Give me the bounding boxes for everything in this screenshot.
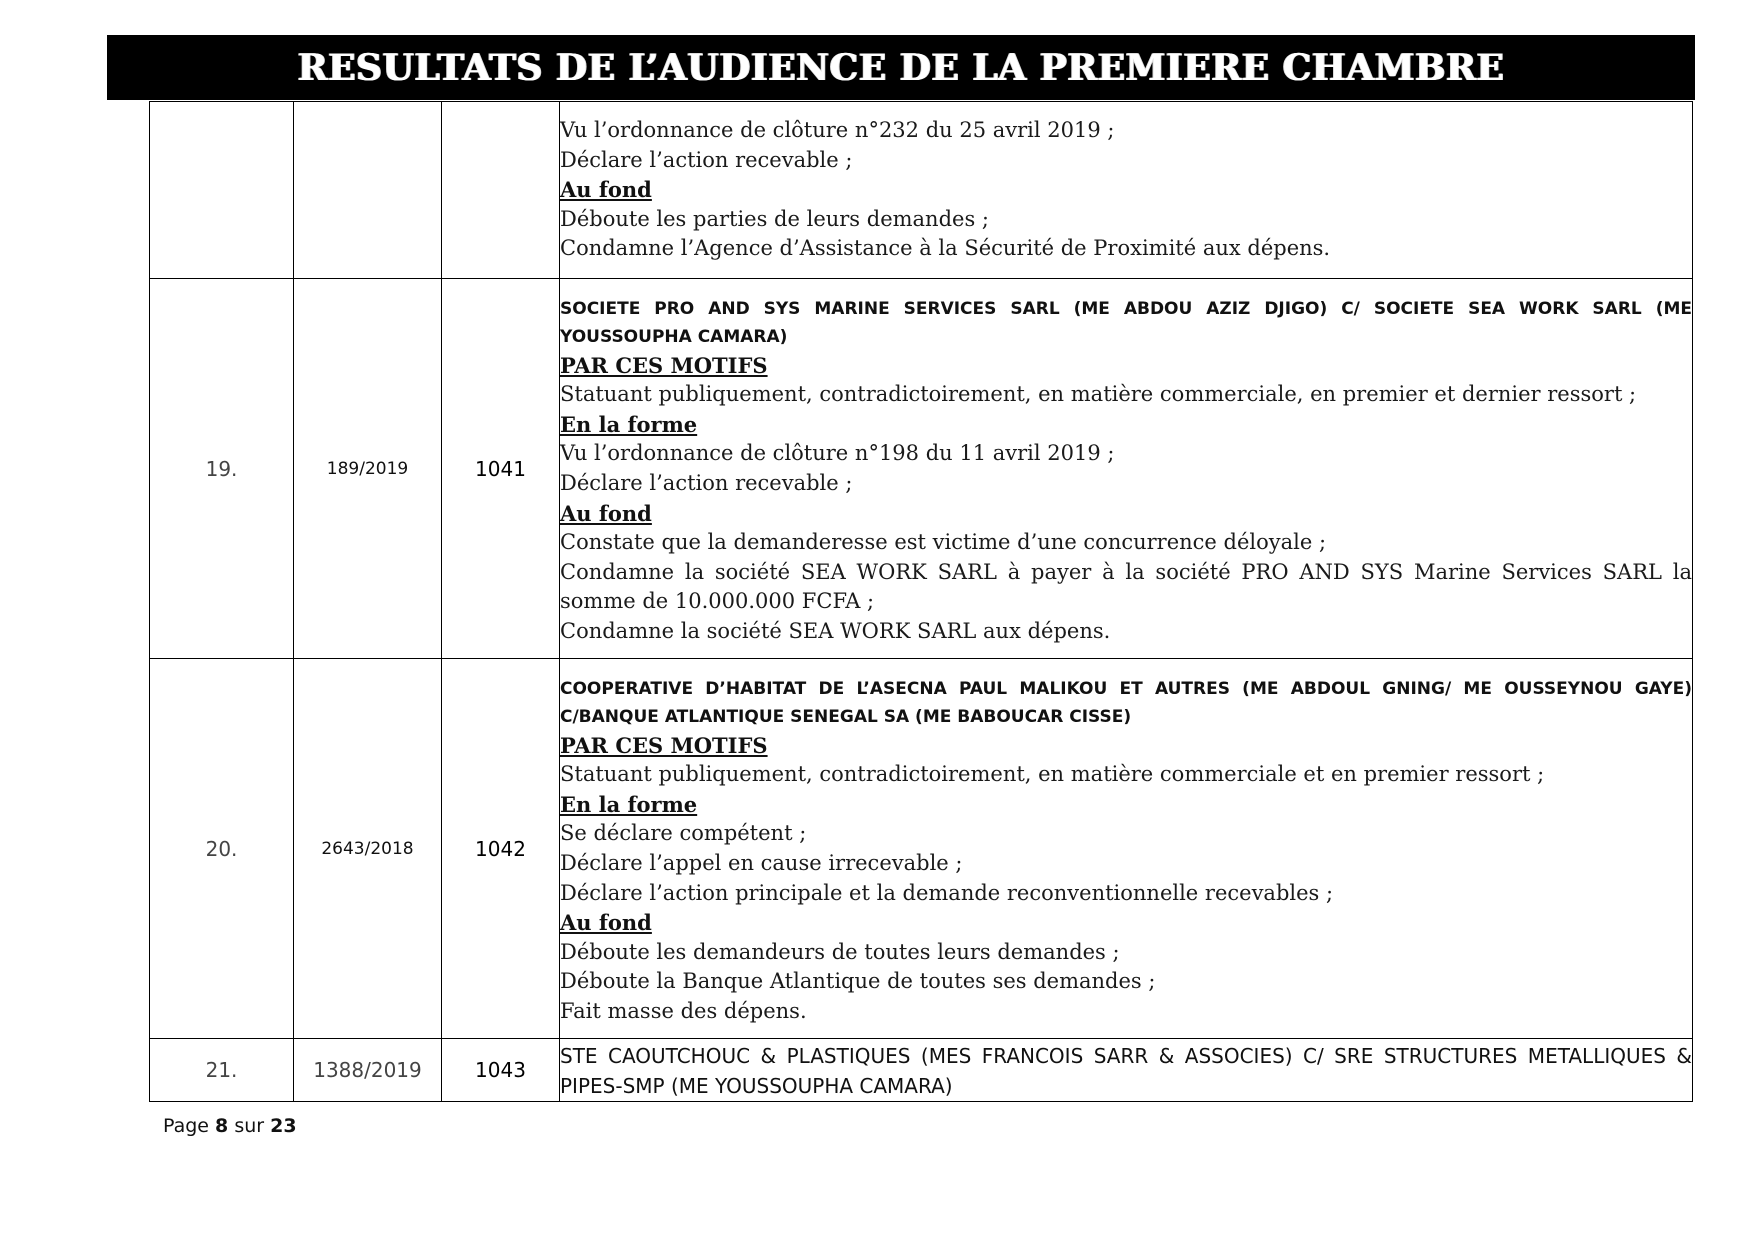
section-heading: En la forme [560,411,698,437]
role-number [294,102,442,279]
decision-line: Condamne l’Agence d’Assistance à la Sécurité de Proximité aux dépens. [560,236,1331,261]
table-row [150,102,1693,279]
section-heading: PAR CES MOTIFS [560,352,768,378]
row-number [150,102,294,279]
current-page: 8 [215,1115,229,1137]
decision-cell [560,659,1693,1039]
section-heading: PAR CES MOTIFS [560,732,768,758]
table-row [150,279,1693,659]
decision-line: Vu l’ordonnance de clôture n°232 du 25 avril 2019 ; [560,118,1115,143]
table-row [150,1039,1693,1102]
decision-line: Statuant publiquement, contradictoirement, en matière commerciale et en premier ressort ; [560,762,1545,787]
decision-line: Déboute la Banque Atlantique de toutes ses demandes ; [560,969,1156,994]
decision-line: Déclare l’appel en cause irrecevable ; [560,850,963,875]
case-parties: STE CAOUTCHOUC & PLASTIQUES (MES FRANCOIS SARR & ASSOCIES) C/ SRE STRUCTURES METALLIQUES & PIPES-SMP (ME YOUSSOUPHA CAMARA) [560,1044,1692,1098]
decision-text [560,116,1692,264]
case-parties: COOPERATIVE D’HABITAT DE L’ASECNA PAUL MALIKOU ET AUTRES (ME ABDOUL GNING/ ME OUSSEYNOU GAYE) C/BANQUE ATLANTIQUE SENEGAL SA (ME BABOUCAR CISSE) [560,678,1692,727]
order-number [442,102,560,279]
decision-cell [560,279,1693,659]
decision-line: Fait masse des dépens. [560,998,807,1023]
decision-line: Statuant publiquement, contradictoirement, en matière commerciale, en premier et dernier ressort ; [560,382,1637,407]
results-table [149,101,1693,1102]
table-row [150,659,1693,1039]
footer-sep: sur [234,1115,265,1137]
decision-line: Déboute les parties de leurs demandes ; [560,206,989,231]
decision-line: Condamne la société SEA WORK SARL aux dépens. [560,618,1111,643]
footer-prefix: Page [163,1115,209,1137]
role-number: 189/2019 [294,279,442,659]
decision-line: Vu l’ordonnance de clôture n°198 du 11 avril 2019 ; [560,441,1115,466]
page-footer [163,1115,297,1137]
section-heading: Au fond [560,500,652,526]
decision-line: Constate que la demanderesse est victime d’une concurrence déloyale ; [560,530,1327,555]
section-heading: Au fond [560,910,652,936]
row-number: 20. [150,659,294,1039]
role-number: 2643/2018 [294,659,442,1039]
decision-text [560,351,1692,647]
case-parties: SOCIETE PRO AND SYS MARINE SERVICES SARL (ME ABDOU AZIZ DJIGO) C/ SOCIETE SEA WORK SARL (ME YOUSSOUPHA CAMARA) [560,298,1692,347]
section-heading: En la forme [560,791,698,817]
decision-cell [560,102,1693,279]
order-number: 1043 [442,1039,560,1102]
section-heading: Au fond [560,177,652,203]
order-number: 1042 [442,659,560,1039]
decision-line: Se déclare compétent ; [560,821,807,846]
decision-cell [560,1039,1693,1102]
decision-line: Déboute les demandeurs de toutes leurs demandes ; [560,939,1120,964]
page-title: RESULTATS DE L’AUDIENCE DE LA PREMIERE CHAMBRE [297,46,1505,89]
decision-text [560,731,1692,1027]
decision-line: Déclare l’action recevable ; [560,147,853,172]
decision-line: Déclare l’action recevable ; [560,470,853,495]
decision-line: Déclare l’action principale et la demande reconventionnelle recevables ; [560,880,1334,905]
decision-line: Condamne la société SEA WORK SARL à payer à la société PRO AND SYS Marine Services SARL la somme de 10.000.000 FCFA ; [560,559,1692,614]
row-number: 21. [150,1039,294,1102]
total-pages: 23 [270,1115,297,1137]
role-number: 1388/2019 [294,1039,442,1102]
header-bar [107,35,1695,100]
row-number: 19. [150,279,294,659]
order-number: 1041 [442,279,560,659]
